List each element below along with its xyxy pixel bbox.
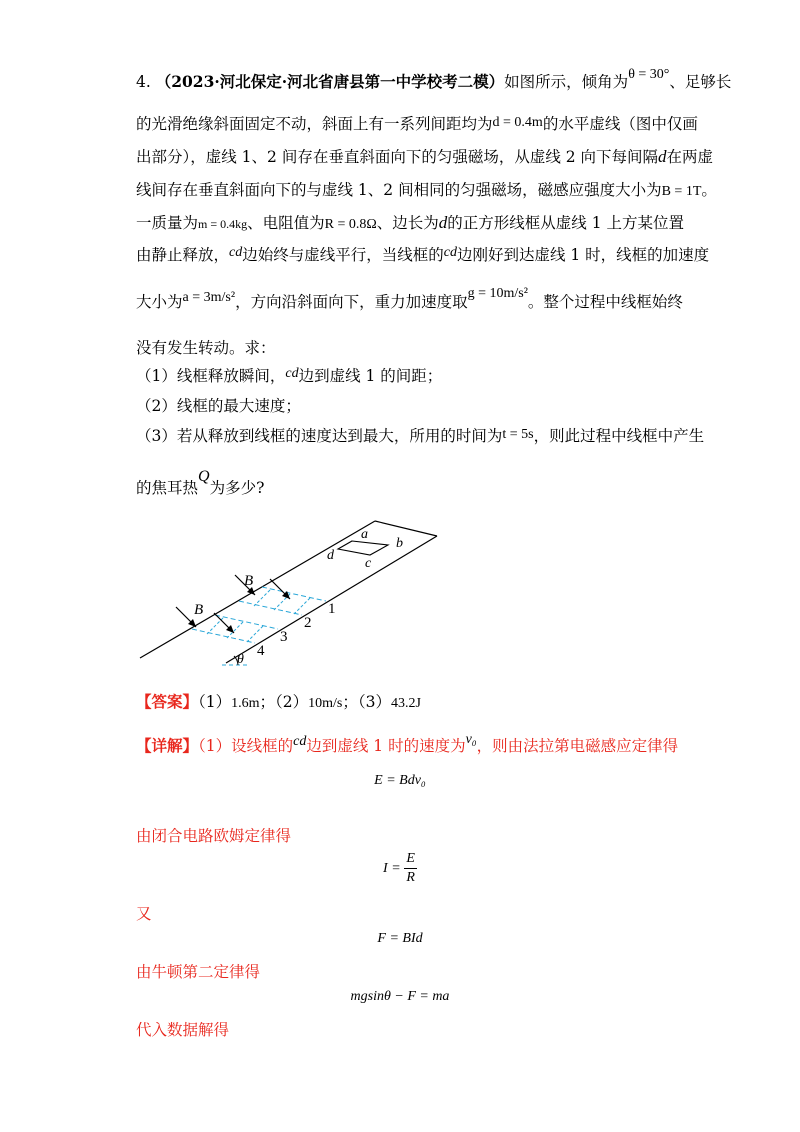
text: 代入数据解得 bbox=[136, 1021, 230, 1039]
text: （1） bbox=[198, 693, 232, 711]
incline-left-edge bbox=[140, 521, 375, 658]
Q-symbol: Q bbox=[198, 468, 210, 485]
text: 在两虚 bbox=[666, 148, 714, 166]
text: 边刚好到达虚线 1 时，线框的加速度 bbox=[456, 246, 710, 264]
line-label-1: 1 bbox=[328, 601, 336, 617]
equation-text: E = Bdv₀ bbox=[374, 773, 426, 788]
problem-line-3 bbox=[136, 147, 713, 167]
text: 为多少? bbox=[209, 479, 265, 497]
B-equation: B = 1T bbox=[661, 184, 702, 199]
text: （1）设线框的 bbox=[198, 737, 294, 755]
angle-theta: θ bbox=[237, 652, 244, 667]
cd-symbol: cd bbox=[443, 245, 457, 260]
problem-number: 4. bbox=[136, 73, 151, 91]
d-symbol: d bbox=[438, 213, 448, 232]
question-1 bbox=[136, 366, 442, 388]
text: 大小为 bbox=[136, 293, 183, 311]
equation-4 bbox=[300, 988, 500, 1005]
text: 边始终与虚线平行，当线框的 bbox=[242, 246, 444, 264]
line-label-2: 2 bbox=[304, 615, 312, 631]
problem-source: （2023·河北保定·河北省唐县第一中学校考二模） bbox=[155, 72, 505, 91]
problem-line-1 bbox=[136, 67, 732, 94]
text: ，则由法拉第电磁感应定律得 bbox=[476, 737, 679, 755]
answer-3: 43.2J bbox=[391, 696, 421, 711]
cd-symbol: cd bbox=[293, 734, 307, 749]
text: 的光滑绝缘斜面固定不动，斜面上有一系列间距均为 bbox=[136, 115, 493, 133]
detail-line-3 bbox=[136, 904, 152, 924]
text: 、边长为 bbox=[376, 214, 439, 232]
text: ，则此过程中线框中产生 bbox=[533, 427, 705, 445]
d-equation: d = 0.4m bbox=[492, 115, 543, 130]
text: （2）线框的最大速度； bbox=[136, 397, 301, 415]
text: 出部分），虚线 1、2 间存在垂直斜面向下的匀强磁场，从虚线 2 向下每间隔 bbox=[136, 148, 659, 166]
dashed-line-3 bbox=[215, 615, 278, 629]
text: （3）若从释放到线框的速度达到最大，所用的时间为 bbox=[136, 427, 503, 445]
question-2 bbox=[136, 396, 301, 416]
text: ，方向沿斜面向下，重力加速度取 bbox=[235, 293, 468, 311]
text: 如图所示，倾角为 bbox=[504, 73, 629, 91]
problem-line-8 bbox=[136, 338, 276, 358]
detail-line-1 bbox=[136, 732, 679, 758]
equation-2 bbox=[300, 850, 500, 887]
equation-text: F = BId bbox=[377, 931, 423, 946]
field-hatch bbox=[247, 626, 263, 642]
m-equation: m = 0.4kg bbox=[198, 217, 248, 231]
dashed-line-1 bbox=[262, 587, 326, 601]
problem-line-4 bbox=[136, 180, 717, 202]
text: 边到虚线 1 的间距； bbox=[298, 367, 443, 385]
equation-text: mgsinθ − F = ma bbox=[350, 989, 450, 1004]
a-equation: a = 3m/s² bbox=[182, 290, 236, 305]
detail-line-5 bbox=[136, 1020, 229, 1040]
text: ；（3） bbox=[342, 693, 392, 711]
field-hatch bbox=[294, 598, 310, 614]
field-hatch bbox=[254, 590, 270, 606]
text: 由闭合电路欧姆定律得 bbox=[136, 827, 292, 845]
text: 由静止释放， bbox=[136, 246, 230, 264]
dashed-line-2 bbox=[239, 601, 302, 615]
question-3 bbox=[136, 426, 704, 448]
text: 。整个过程中线框始终 bbox=[527, 293, 683, 311]
dashed-line-4 bbox=[192, 629, 255, 643]
fraction bbox=[404, 850, 417, 887]
d-symbol: d bbox=[658, 147, 667, 166]
answer-line bbox=[136, 692, 421, 714]
text: 边到虚线 1 时的速度为 bbox=[306, 737, 466, 755]
label-b: b bbox=[396, 536, 403, 551]
theta-equation: θ = 30° bbox=[628, 67, 670, 82]
fraction-numerator: E bbox=[404, 850, 417, 869]
text: 由牛顿第二定律得 bbox=[136, 963, 261, 981]
text: 没有发生转动。求： bbox=[136, 339, 276, 357]
answer-2: 10m/s bbox=[308, 696, 343, 711]
t-equation: t = 5s bbox=[502, 427, 534, 442]
detail-tag: 【详解】 bbox=[136, 736, 199, 755]
detail-line-2 bbox=[136, 826, 291, 846]
problem-line-7 bbox=[136, 286, 683, 314]
text: 的焦耳热 bbox=[136, 479, 199, 497]
text: 、电阻值为 bbox=[247, 214, 325, 232]
text: 线间存在垂直斜面向下的与虚线 1、2 间相同的匀强磁场，磁感应强度大小为 bbox=[136, 181, 662, 199]
square-frame bbox=[338, 541, 388, 555]
text: 、足够长 bbox=[669, 73, 732, 91]
equation-3 bbox=[300, 930, 500, 947]
incline-figure bbox=[130, 515, 450, 675]
cd-symbol: cd bbox=[229, 245, 243, 260]
text: ；（2） bbox=[259, 693, 309, 711]
line-label-4: 4 bbox=[257, 643, 265, 659]
incline-top-edge bbox=[375, 521, 437, 536]
g-equation: g = 10m/s² bbox=[467, 286, 528, 301]
question-3-cont bbox=[136, 468, 265, 499]
text: 。 bbox=[701, 181, 717, 199]
label-d: d bbox=[327, 548, 334, 563]
text: （1）线框释放瞬间， bbox=[136, 367, 286, 385]
text: 的正方形线框从虚线 1 上方某位置 bbox=[447, 214, 685, 232]
text: 的水平虚线（图中仅画 bbox=[542, 115, 698, 133]
answer-1: 1.6m bbox=[231, 696, 260, 711]
R-equation: R = 0.8Ω bbox=[324, 217, 377, 232]
cd-symbol: cd bbox=[285, 366, 299, 381]
label-B-lower: B bbox=[194, 602, 204, 618]
label-a: a bbox=[361, 527, 368, 542]
problem-line-5 bbox=[136, 213, 684, 235]
line-label-3: 3 bbox=[280, 629, 288, 645]
detail-line-4 bbox=[136, 962, 260, 982]
problem-line-2 bbox=[136, 114, 698, 136]
problem-line-6 bbox=[136, 245, 709, 267]
equation-1 bbox=[300, 772, 500, 789]
fraction-denominator: R bbox=[406, 870, 415, 885]
text: 一质量为 bbox=[136, 214, 199, 232]
answer-tag: 【答案】 bbox=[136, 692, 199, 711]
text: 又 bbox=[136, 905, 152, 923]
label-c: c bbox=[365, 556, 372, 571]
label-B-upper: B bbox=[244, 573, 254, 589]
v0-symbol: v₀ bbox=[465, 732, 477, 747]
equation-left: I = bbox=[383, 860, 401, 876]
